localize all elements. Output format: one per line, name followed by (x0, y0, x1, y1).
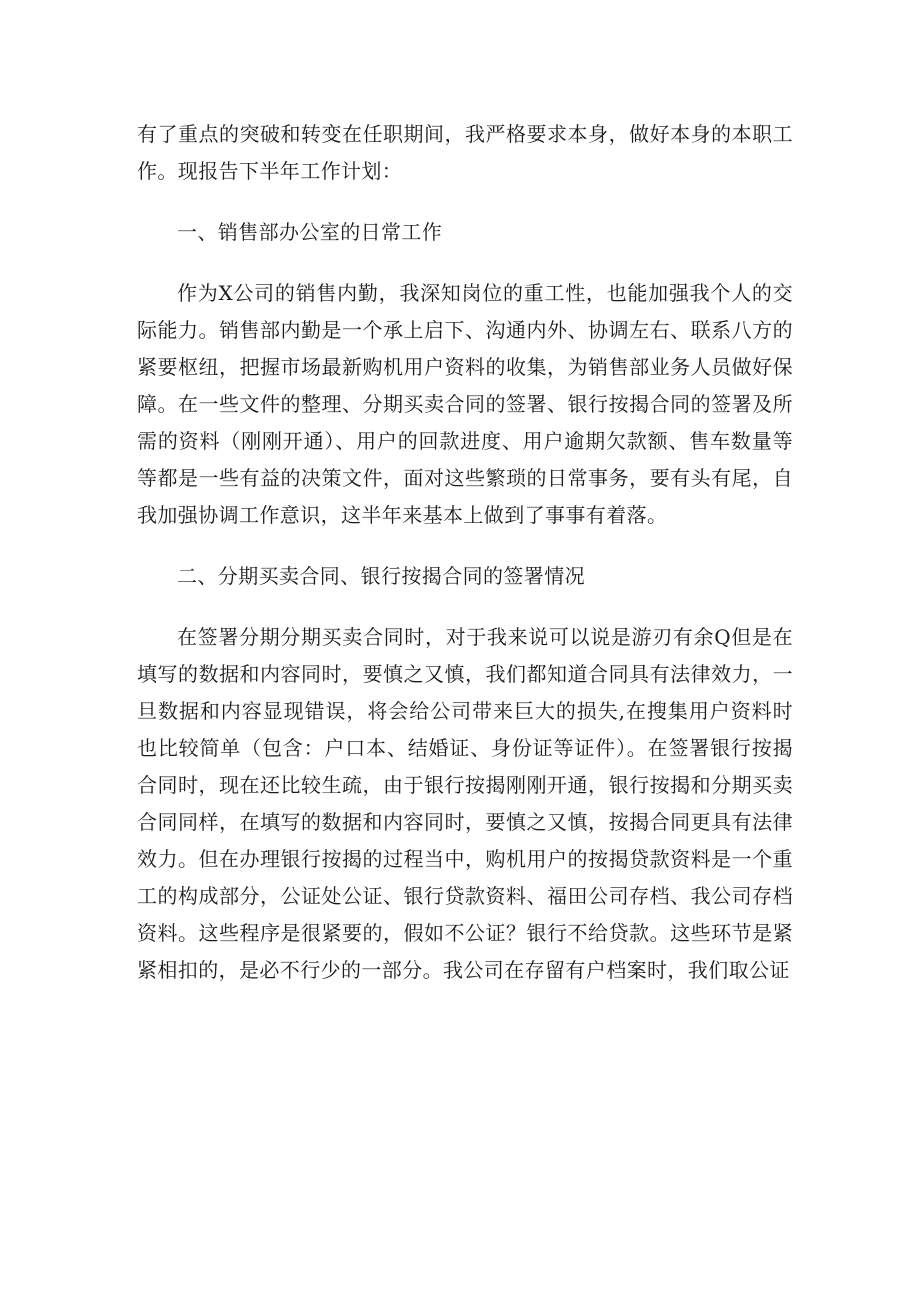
document-body (137, 116, 793, 1013)
section-heading-2: 二、分期买卖合同、银行按揭合同的签署情况 (177, 564, 585, 588)
paragraph-intro: 有了重点的突破和转变在任职期间，我严格要求本身，做好本身的本职工作。现报告下半年工作计划： (137, 122, 793, 183)
paragraph-section-2: 在签署分期分期买卖合同时，对于我来说可以说是游刃有余Q但是在填写的数据和内容同时，要慎之又慎，我们都知道合同具有法律效力，一旦数据和内容显现错误，将会给公司带来巨大的损失,在搜集用户资料时也比较简单（包含：户口本、结婚证、身份证等证件）。在签署银行按揭合同时，现在还比较生疏，由于银行按揭刚刚开通，银行按揭和分期买卖合同同样，在填写的数据和内容同时，要慎之又慎，按揭合同更具有法律效力。但在办理银行按揭的过程当中，购机用户的按揭贷款资料是一个重工的构成部分，公证处公证、银行贷款资料、福田公司存档、我公司存档资料。这些程序是很紧要的，假如不公证？银行不给贷款。这些环节是紧紧相扣的，是必不行少的一部分。我公司在存留有户档案时，我们取公证 (137, 625, 793, 982)
paragraph-section-1: 作为X公司的销售内勤，我深知岗位的重工性，也能加强我个人的交际能力。销售部内勤是一个承上启下、沟通内外、协调左右、联系八方的紧要枢纽，把握市场最新购机用户资料的收集，为销售部业务人员做好保障。在一些文件的整理、分期买卖合同的签署、银行按揭合同的签署及所需的资料（刚刚开通）、用户的回款进度、用户逾期欠款额、售车数量等等都是一些有益的决策文件，面对这些繁琐的日常事务，要有头有尾，自我加强协调工作意识，这半年来基本上做到了事事有着落。 (137, 281, 793, 527)
section-heading-1: 一、销售部办公室的日常工作 (177, 220, 443, 244)
